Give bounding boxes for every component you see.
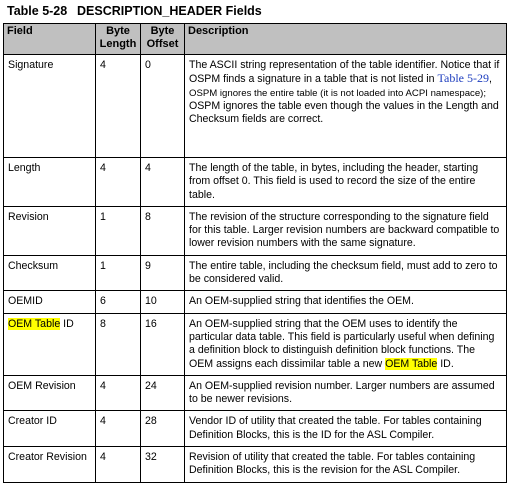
table-caption — [7, 4, 262, 18]
offset-cell: 8 — [141, 206, 185, 255]
description-cell — [185, 313, 507, 375]
header-field: Field — [4, 24, 96, 55]
table-row — [4, 255, 507, 291]
field-cell: Creator ID — [4, 411, 96, 447]
offset-cell: 24 — [141, 375, 185, 411]
table-row — [4, 291, 507, 313]
offset-cell: 10 — [141, 291, 185, 313]
description-cell: The entire table, including the checksum field, must add to zero to be considered valid. — [185, 255, 507, 291]
description-cell: Revision of utility that created the table. For tables containing Definition Blocks, this is the revision for the ASL Compiler. — [185, 447, 507, 483]
table-number: Table 5-28 — [7, 4, 68, 18]
length-cell: 6 — [96, 291, 141, 313]
field-cell: OEM Revision — [4, 375, 96, 411]
field-cell — [4, 313, 96, 375]
highlighted-text: OEM Table — [385, 357, 438, 370]
offset-cell: 28 — [141, 411, 185, 447]
offset-cell: 0 — [141, 55, 185, 158]
field-cell: Length — [4, 158, 96, 207]
description-cell: Vendor ID of utility that created the table. For tables containing Definition Blocks, this is the ID for the ASL Compiler. — [185, 411, 507, 447]
table-row — [4, 313, 507, 375]
length-cell: 4 — [96, 375, 141, 411]
field-cell: Creator Revision — [4, 447, 96, 483]
offset-cell: 16 — [141, 313, 185, 375]
length-cell: 4 — [96, 411, 141, 447]
description-cell — [185, 55, 507, 158]
table-row — [4, 206, 507, 255]
header-byte-offset: Byte Offset — [141, 24, 185, 55]
description-text: , — [488, 73, 492, 86]
table-row — [4, 447, 507, 483]
header-byte-length: Byte Length — [96, 24, 141, 55]
description-cell: An OEM-supplied string that identifies the OEM. — [185, 291, 507, 313]
description-text: OSPM ignores the table even though the values in the Length and Checksum fields are correct. — [189, 99, 499, 126]
field-cell: OEMID — [4, 291, 96, 313]
description-cell: The revision of the structure corresponding to the signature field for this table. Larger revision numbers are backward compatible to lower revision numbers with the same signature. — [185, 206, 507, 255]
offset-cell: 4 — [141, 158, 185, 207]
description-cell: The length of the table, in bytes, including the header, starting from offset 0. This field is used to record the size of the entire table. — [185, 158, 507, 207]
description-text: An OEM-supplied string that the OEM uses to identify the particular data table. This field is particularly useful when defining a definition block to distinguish definition block functions. The OEM assigns each dissimilar table a new — [189, 317, 495, 370]
offset-cell: 32 — [141, 447, 185, 483]
field-cell: Revision — [4, 206, 96, 255]
description-text: ID. — [437, 357, 454, 370]
length-cell: 4 — [96, 447, 141, 483]
table-row — [4, 375, 507, 411]
description-text: The ASCII string representation of the table identifier. Notice that if OSPM finds a signature in a table that is not listed in — [189, 59, 500, 86]
offset-cell: 9 — [141, 255, 185, 291]
field-cell: Checksum — [4, 255, 96, 291]
length-cell: 4 — [96, 158, 141, 207]
description-cell: An OEM-supplied revision number. Larger numbers are assumed to be newer revisions. — [185, 375, 507, 411]
length-cell: 8 — [96, 313, 141, 375]
table-row — [4, 158, 507, 207]
header-description: Description — [185, 24, 507, 55]
table-title: DESCRIPTION_HEADER Fields — [77, 4, 262, 18]
length-cell: 1 — [96, 206, 141, 255]
description-header-fields-table — [3, 23, 507, 483]
length-cell: 4 — [96, 55, 141, 158]
highlighted-text: OEM Table — [8, 317, 61, 330]
table-5-29-link[interactable]: Table 5-29 — [437, 71, 489, 86]
field-cell: Signature — [4, 55, 96, 158]
length-cell: 1 — [96, 255, 141, 291]
field-text: ID — [60, 317, 74, 330]
description-text: OSPM ignores the entire table (it is not loaded into ACPI namespace); — [189, 87, 487, 99]
table-row — [4, 411, 507, 447]
table-row — [4, 55, 507, 158]
header-row — [4, 24, 507, 55]
